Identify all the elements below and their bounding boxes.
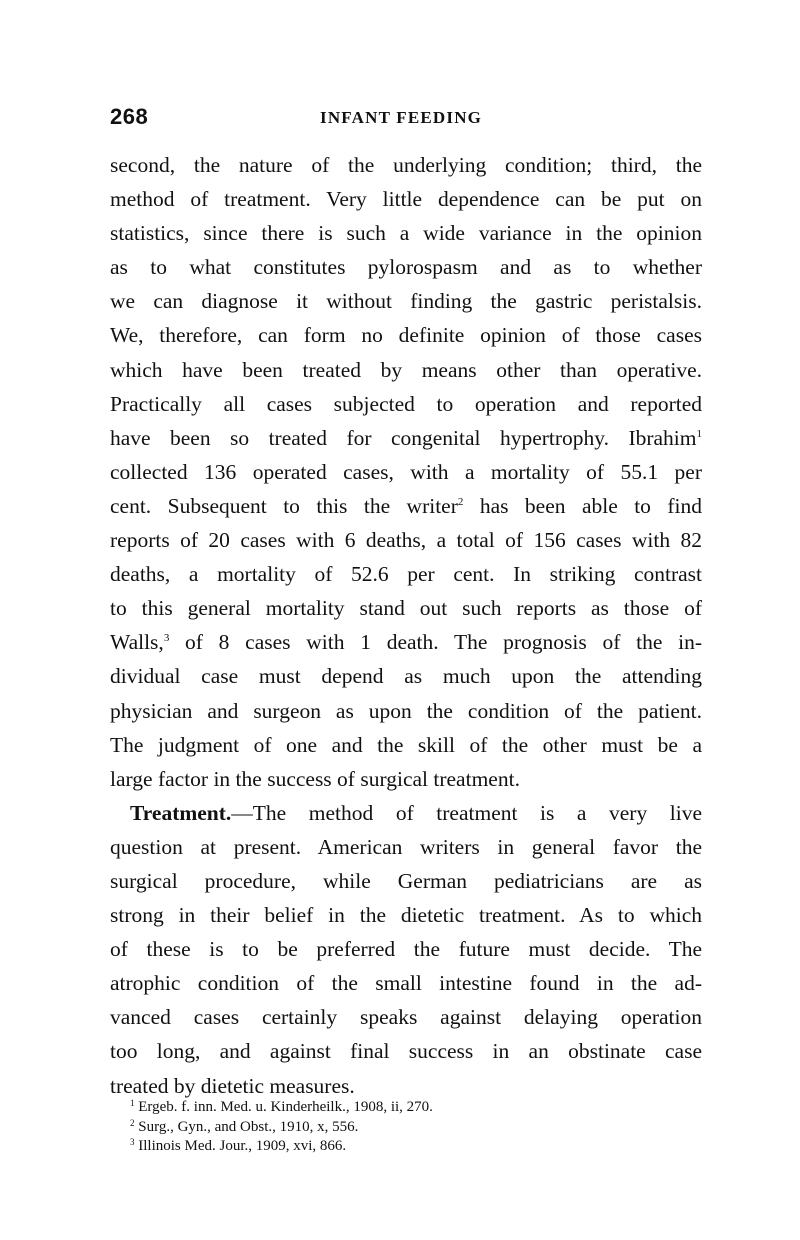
page-header (110, 104, 700, 134)
text-line (110, 796, 702, 830)
footnote-ref: 2 (457, 495, 464, 508)
text-line: The judgment of one and the skill of the other must be a (110, 732, 702, 757)
footnote-text: Surg., Gyn., and Obst., 1910, x, 556. (134, 1118, 359, 1135)
text-line: second, the nature of the underlying condition; third, the (110, 153, 702, 177)
text-line (110, 489, 702, 523)
text-line: vanced cases certainly speaks against delaying operation (110, 1005, 702, 1030)
text-line: to this general mortality stand out such reports as those of (110, 596, 702, 621)
footnote (130, 1118, 690, 1138)
page-number: 268 (110, 104, 149, 129)
footnotes (130, 1098, 690, 1157)
section-heading: Treatment. (130, 800, 232, 825)
line-text: cent. Subsequent to this the writer (110, 493, 458, 518)
footnote-marker: 2 (130, 1117, 135, 1128)
text-line: as to what constitutes pylorospasm and as to whether (110, 255, 702, 280)
footnote (130, 1098, 690, 1118)
footnote-text: Ergeb. f. inn. Med. u. Kinderheilk., 1908, ii, 270. (134, 1099, 433, 1115)
footnote-marker: 1 (130, 1098, 135, 1108)
line-text: of 8 cases with 1 death. The prognosis of the in- (169, 630, 702, 655)
text-line: deaths, a mortality of 52.6 per cent. In striking contrast (110, 562, 702, 587)
footnote (130, 1137, 690, 1157)
text-line: Practically all cases subjected to operation and reported (110, 391, 702, 416)
text-line: We, therefore, can form no definite opinion of those cases (110, 323, 702, 348)
text-line: collected 136 operated cases, with a mortality of 55.1 per (110, 459, 702, 484)
text-line: which have been treated by means other than operative. (110, 357, 702, 382)
text-line: question at present. American writers in general favor the (110, 834, 702, 859)
text-line: surgical procedure, while German pediatricians are as (110, 868, 702, 893)
text-line: method of treatment. Very little dependence can be put on (110, 187, 702, 212)
line-text: has been able to find (463, 493, 702, 518)
text-line: dividual case must depend as much upon the attending (110, 664, 702, 689)
running-title: INFANT FEEDING (320, 108, 483, 127)
text-line: treated by dietetic measures. (110, 1073, 355, 1098)
text-line: atrophic condition of the small intestine found in the ad- (110, 971, 702, 996)
footnote-text: Illinois Med. Jour., 1909, xvi, 866. (134, 1138, 347, 1154)
footnote-ref: 3 (163, 632, 170, 645)
text-line: physician and surgeon as upon the condition of the patient. (110, 698, 702, 723)
text-line: large factor in the success of surgical treatment. (110, 766, 520, 791)
text-line (110, 421, 702, 455)
body-text (110, 148, 702, 1103)
text-line: strong in their belief in the dietetic treatment. As to which (110, 903, 702, 928)
footnote-ref: 1 (696, 427, 702, 440)
text-line: reports of 20 cases with 6 deaths, a total of 156 cases with 82 (110, 528, 702, 553)
text-line: of these is to be preferred the future must decide. The (110, 937, 702, 962)
text-line (110, 625, 702, 659)
line-text: —The method of treatment is a very live (231, 800, 702, 825)
line-text: have been so treated for congenital hypertrophy. Ibrahim (110, 425, 697, 450)
line-text: Walls, (110, 630, 164, 655)
text-line: we can diagnose it without finding the gastric peristalsis. (110, 289, 702, 314)
text-line: too long, and against final success in an obstinate case (110, 1039, 702, 1064)
text-line: statistics, since there is such a wide variance in the opinion (110, 221, 702, 246)
footnote-marker: 3 (130, 1137, 135, 1147)
